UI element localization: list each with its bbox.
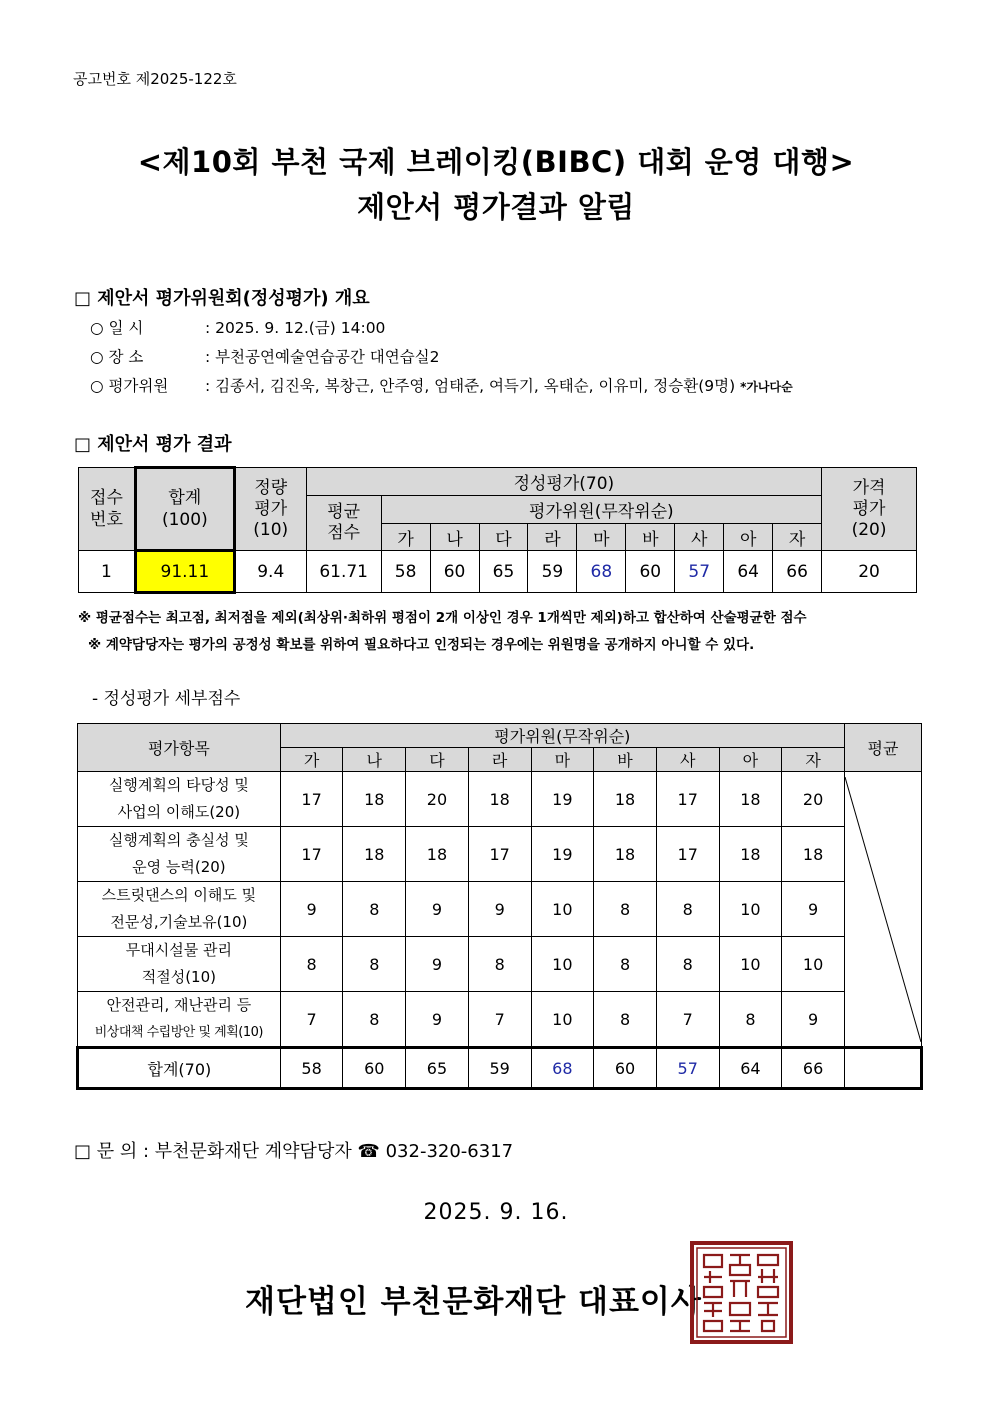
detail-row xyxy=(78,882,922,937)
detail-header-evaluators: 평가위원(무작위순) xyxy=(280,724,844,748)
row-price: 20 xyxy=(822,551,917,593)
detail-score: 8 xyxy=(343,992,406,1048)
info-evaluators-label: ○ 평가위원 xyxy=(90,377,169,395)
detail-score: 18 xyxy=(719,827,782,882)
row-avg: 61.71 xyxy=(306,551,381,593)
detail-score: 18 xyxy=(719,772,782,827)
section1-heading: □ 제안서 평가위원회(정성평가) 개요 xyxy=(74,288,370,309)
info-evaluators xyxy=(90,374,793,396)
score-6: 57 xyxy=(675,551,724,593)
section2-heading: □ 제안서 평가 결과 xyxy=(74,434,232,455)
detail-score: 8 xyxy=(656,882,719,937)
detail-score: 10 xyxy=(531,937,594,992)
info-evaluators-value: : 김종서, 김진욱, 복창근, 안주영, 엄태준, 여득기, 옥태순, 이유미, 정승환(9명) xyxy=(204,377,736,395)
note-disclosure: ※ 계약담당자는 평가의 공정성 확보를 위하여 필요하다고 인정되는 경우에는 위원명을 공개하지 아니할 수 있다. xyxy=(88,637,755,653)
evaluator-5: 바 xyxy=(626,524,675,551)
header-avg: 평균 점수 xyxy=(306,496,381,551)
detail-score: 9 xyxy=(782,882,845,937)
evaluator-4: 마 xyxy=(577,524,626,551)
detail-score: 17 xyxy=(656,827,719,882)
detail-score: 8 xyxy=(719,992,782,1048)
detail-score: 17 xyxy=(280,827,343,882)
detail-score: 17 xyxy=(468,827,531,882)
score-2: 65 xyxy=(479,551,528,593)
info-date-value: : 2025. 9. 12.(금) 14:00 xyxy=(204,319,386,337)
detail-avg-empty xyxy=(844,772,921,1048)
score-1: 60 xyxy=(430,551,479,593)
header-evaluators: 평가위원(무작위순) xyxy=(381,496,821,524)
header-quant: 정량 평가 (10) xyxy=(234,468,306,551)
detail-row-item xyxy=(78,827,281,882)
detail-score: 8 xyxy=(594,937,657,992)
score-4: 68 xyxy=(577,551,626,593)
detail-score: 7 xyxy=(656,992,719,1048)
detail-score: 8 xyxy=(594,882,657,937)
info-place-value: : 부천공연예술연습공간 대연습실2 xyxy=(204,348,440,366)
detail-row-item-line1: 스트릿댄스의 이해도 및 xyxy=(101,886,257,904)
info-date-label: ○ 일 시 xyxy=(90,319,144,337)
detail-row xyxy=(78,827,922,882)
detail-score: 18 xyxy=(468,772,531,827)
detail-row-item xyxy=(78,937,281,992)
detail-row-item-line2: 사업의 이해도(20) xyxy=(117,803,241,821)
detail-score: 18 xyxy=(594,827,657,882)
score-0: 58 xyxy=(381,551,430,593)
detail-score: 10 xyxy=(719,937,782,992)
detail-total-score: 68 xyxy=(531,1048,594,1089)
detail-row-item xyxy=(78,772,281,827)
detail-score: 9 xyxy=(468,882,531,937)
detail-score: 19 xyxy=(531,827,594,882)
evaluator-1: 나 xyxy=(430,524,479,551)
header-qual: 정성평가(70) xyxy=(306,468,821,496)
detail-row-item-line1: 실행계획의 충실성 및 xyxy=(108,831,249,849)
evaluator-2: 다 xyxy=(479,524,528,551)
detail-score: 9 xyxy=(406,992,469,1048)
detail-header-avg: 평균 xyxy=(844,724,921,772)
info-date xyxy=(90,316,385,338)
detail-score: 17 xyxy=(280,772,343,827)
detail-score: 18 xyxy=(343,827,406,882)
detail-row-item xyxy=(78,992,281,1048)
detail-score: 9 xyxy=(406,882,469,937)
note-average: ※ 평균점수는 최고점, 최저점을 제외(최상위·최하위 평점이 2개 이상인 경우 1개씩만 제외)하고 합산하여 산술평균한 점수 xyxy=(78,610,807,626)
detail-score: 8 xyxy=(280,937,343,992)
detail-total-avg xyxy=(844,1048,921,1089)
detail-score: 8 xyxy=(343,937,406,992)
detail-evaluator-7: 아 xyxy=(719,748,782,772)
detail-evaluator-0: 가 xyxy=(280,748,343,772)
detail-row-item-line2: 운영 능력(20) xyxy=(132,858,226,876)
detail-subtitle: - 정성평가 세부점수 xyxy=(92,689,241,709)
detail-row-item-line1: 실행계획의 타당성 및 xyxy=(108,776,249,794)
page-title: <제10회 부천 국제 브레이킹(BIBC) 대회 운영 대행> xyxy=(137,145,855,179)
detail-evaluator-8: 자 xyxy=(782,748,845,772)
detail-score: 10 xyxy=(531,992,594,1048)
announcement-date: 2025. 9. 16. xyxy=(423,1200,569,1225)
evaluator-8: 자 xyxy=(773,524,822,551)
detail-row-item-line1: 안전관리, 재난관리 등 xyxy=(106,996,252,1014)
detail-row-item-line1: 무대시설물 관리 xyxy=(125,941,232,959)
detail-score: 20 xyxy=(782,772,845,827)
score-5: 60 xyxy=(626,551,675,593)
inquiry-contact: □ 문 의 : 부천문화재단 계약담당자 ☎ 032-320-6317 xyxy=(74,1141,514,1162)
issuer-signature: 재단법인 부천문화재단 대표이사 xyxy=(245,1284,702,1320)
detail-evaluator-5: 바 xyxy=(594,748,657,772)
detail-table xyxy=(76,723,923,1090)
score-8: 66 xyxy=(773,551,822,593)
detail-total-score: 58 xyxy=(280,1048,343,1089)
score-3: 59 xyxy=(528,551,577,593)
detail-row-item-line2: 적절성(10) xyxy=(141,968,216,986)
detail-score: 18 xyxy=(406,827,469,882)
detail-score: 17 xyxy=(656,772,719,827)
header-total: 합계 (100) xyxy=(135,468,234,551)
detail-row xyxy=(78,772,922,827)
evaluator-7: 아 xyxy=(724,524,773,551)
detail-total-score: 57 xyxy=(656,1048,719,1089)
header-price: 가격 평가 (20) xyxy=(822,468,917,551)
detail-evaluator-1: 나 xyxy=(343,748,406,772)
row-receipt: 1 xyxy=(79,551,136,593)
header-receipt: 접수 번호 xyxy=(79,468,136,551)
detail-score: 8 xyxy=(468,937,531,992)
evaluator-3: 라 xyxy=(528,524,577,551)
detail-score: 18 xyxy=(782,827,845,882)
detail-total-score: 60 xyxy=(594,1048,657,1089)
detail-score: 19 xyxy=(531,772,594,827)
detail-evaluator-4: 마 xyxy=(531,748,594,772)
detail-total-score: 66 xyxy=(782,1048,845,1089)
row-quant: 9.4 xyxy=(234,551,306,593)
detail-total-score: 60 xyxy=(343,1048,406,1089)
detail-score: 7 xyxy=(280,992,343,1048)
detail-score: 8 xyxy=(594,992,657,1048)
detail-row xyxy=(78,992,922,1048)
detail-score: 9 xyxy=(406,937,469,992)
detail-evaluator-2: 다 xyxy=(406,748,469,772)
evaluator-6: 사 xyxy=(675,524,724,551)
detail-score: 9 xyxy=(280,882,343,937)
detail-header-item: 평가항목 xyxy=(78,724,281,772)
page-subtitle: 제안서 평가결과 알림 xyxy=(357,190,635,224)
detail-score: 8 xyxy=(656,937,719,992)
detail-score: 10 xyxy=(531,882,594,937)
detail-score: 7 xyxy=(468,992,531,1048)
official-seal xyxy=(690,1241,793,1344)
info-place xyxy=(90,345,440,367)
diagonal-line xyxy=(845,777,921,1042)
detail-score: 10 xyxy=(719,882,782,937)
result-table xyxy=(78,466,917,594)
detail-evaluator-6: 사 xyxy=(656,748,719,772)
detail-score: 9 xyxy=(782,992,845,1048)
detail-score: 8 xyxy=(343,882,406,937)
detail-total-score: 59 xyxy=(468,1048,531,1089)
notice-number: 공고번호 제2025-122호 xyxy=(73,70,237,88)
detail-row-item-line2: 전문성,기술보유(10) xyxy=(110,913,248,931)
detail-score: 18 xyxy=(594,772,657,827)
info-place-label: ○ 장 소 xyxy=(90,348,144,366)
detail-row-item-line2: 비상대책 수립방안 및 계획(10) xyxy=(94,1025,263,1040)
detail-score: 20 xyxy=(406,772,469,827)
evaluator-0: 가 xyxy=(381,524,430,551)
detail-total-score: 64 xyxy=(719,1048,782,1089)
score-7: 64 xyxy=(724,551,773,593)
detail-evaluator-3: 라 xyxy=(468,748,531,772)
detail-total-score: 65 xyxy=(406,1048,469,1089)
row-total: 91.11 xyxy=(135,551,234,593)
detail-row xyxy=(78,937,922,992)
detail-total-label: 합계(70) xyxy=(78,1048,281,1089)
detail-score: 18 xyxy=(343,772,406,827)
detail-score: 10 xyxy=(782,937,845,992)
info-evaluators-note: *가나다순 xyxy=(740,380,793,394)
detail-row-item xyxy=(78,882,281,937)
